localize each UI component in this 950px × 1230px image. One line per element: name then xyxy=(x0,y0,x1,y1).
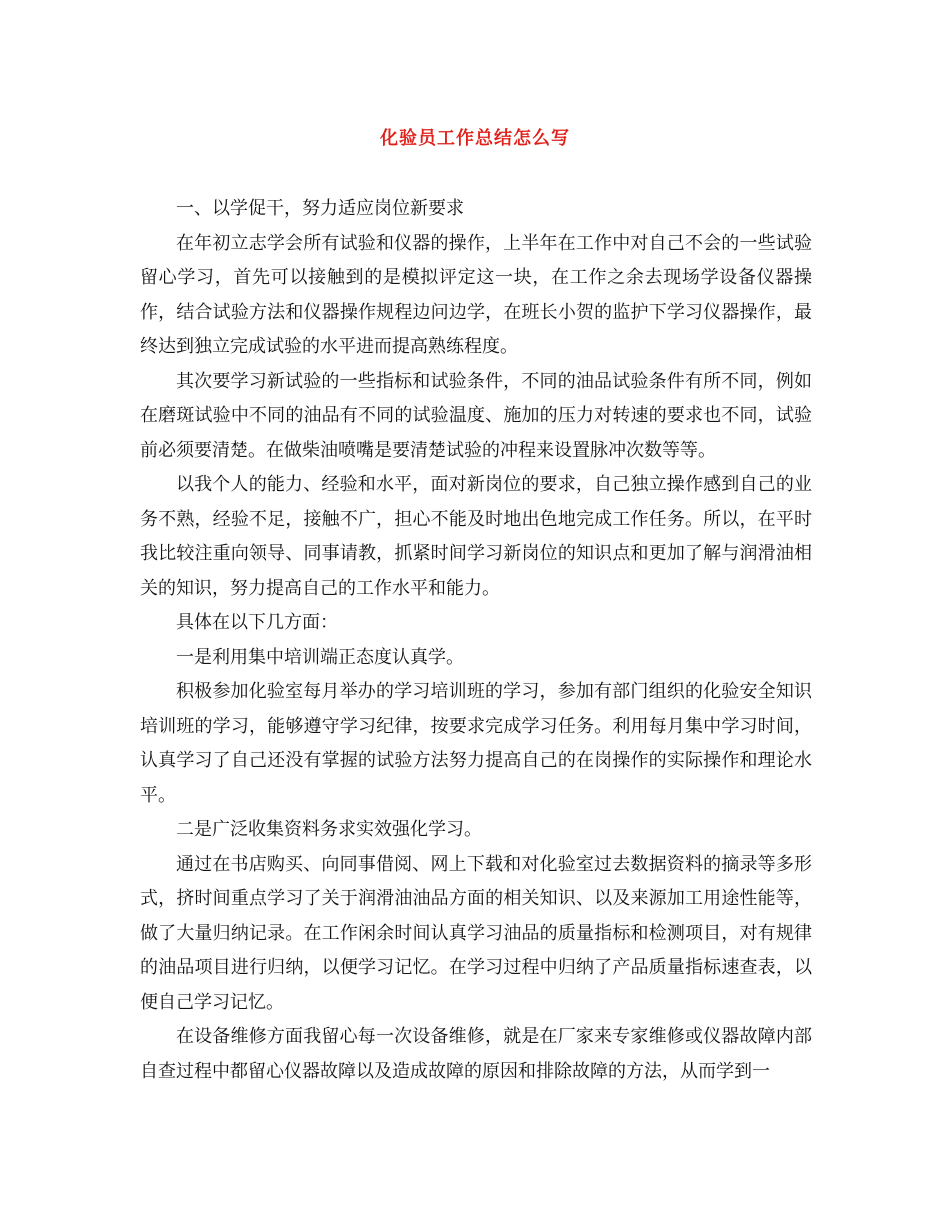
section-heading: 一、以学促干，努力适应岗位新要求 xyxy=(176,198,464,219)
paragraph: 在设备维修方面我留心每一次设备维修，就是在厂家来专家维修或仪器故障内部自查过程中都留心仪器故障以及造成故障的原因和排除故障的方法，从而学到一 xyxy=(140,1026,812,1082)
paragraph: 以我个人的能力、经验和水平，面对新岗位的要求，自己独立操作感到自己的业务不熟，经验不足，接触不广，担心不能及时地出色地完成工作任务。所以，在平时我比较注重向领导、同事请教，抓紧时间学习新岗位的知识点和更加了解与润滑油相关的知识，努力提高自己的工作水平和能力。 xyxy=(140,474,812,599)
paragraph: 二是广泛收集资料务求实效强化学习。 xyxy=(176,819,482,840)
paragraph: 通过在书店购买、向同事借阅、网上下载和对化验室过去数据资料的摘录等多形式，挤时间重点学习了关于润滑油油品方面的相关知识、以及来源加工用途性能等，做了大量归纳记录。在工作闲余时间认真学习油品的质量指标和检测项目，对有规律的油品项目进行归纳，以便学习记忆。在学习过程中归纳了产品质量指标速查表，以便自己学习记忆。 xyxy=(140,853,812,1013)
paragraph: 一是利用集中培训端正态度认真学。 xyxy=(176,646,464,668)
paragraph: 具体在以下几方面： xyxy=(176,612,338,633)
document-body xyxy=(140,192,812,1089)
paragraph: 在年初立志学会所有试验和仪器的操作，上半年在工作中对自己不会的一些试验留心学习，首先可以接触到的是模拟评定这一块，在工作之余去现场学设备仪器操作，结合试验方法和仪器操作规程边问边学，在班长小贺的监护下学习仪器操作，最终达到独立完成试验的水平进而提高熟练程度。 xyxy=(140,232,812,357)
document-title: 化验员工作总结怎么写 xyxy=(380,128,570,149)
paragraph: 积极参加化验室每月举办的学习培训班的学习，参加有部门组织的化验安全知识培训班的学习，能够遵守学习纪律，按要求完成学习任务。利用每月集中学习时间，认真学习了自己还没有掌握的试验方法努力提高自己的在岗操作的实际操作和理论水平。 xyxy=(140,681,812,806)
paragraph: 其次要学习新试验的一些指标和试验条件，不同的油品试验条件有所不同，例如在磨斑试验中不同的油品有不同的试验温度、施加的压力对转速的要求也不同，试验前必须要清楚。在做柴油喷嘴是要清楚试验的冲程来设置脉冲次数等等。 xyxy=(140,370,812,461)
